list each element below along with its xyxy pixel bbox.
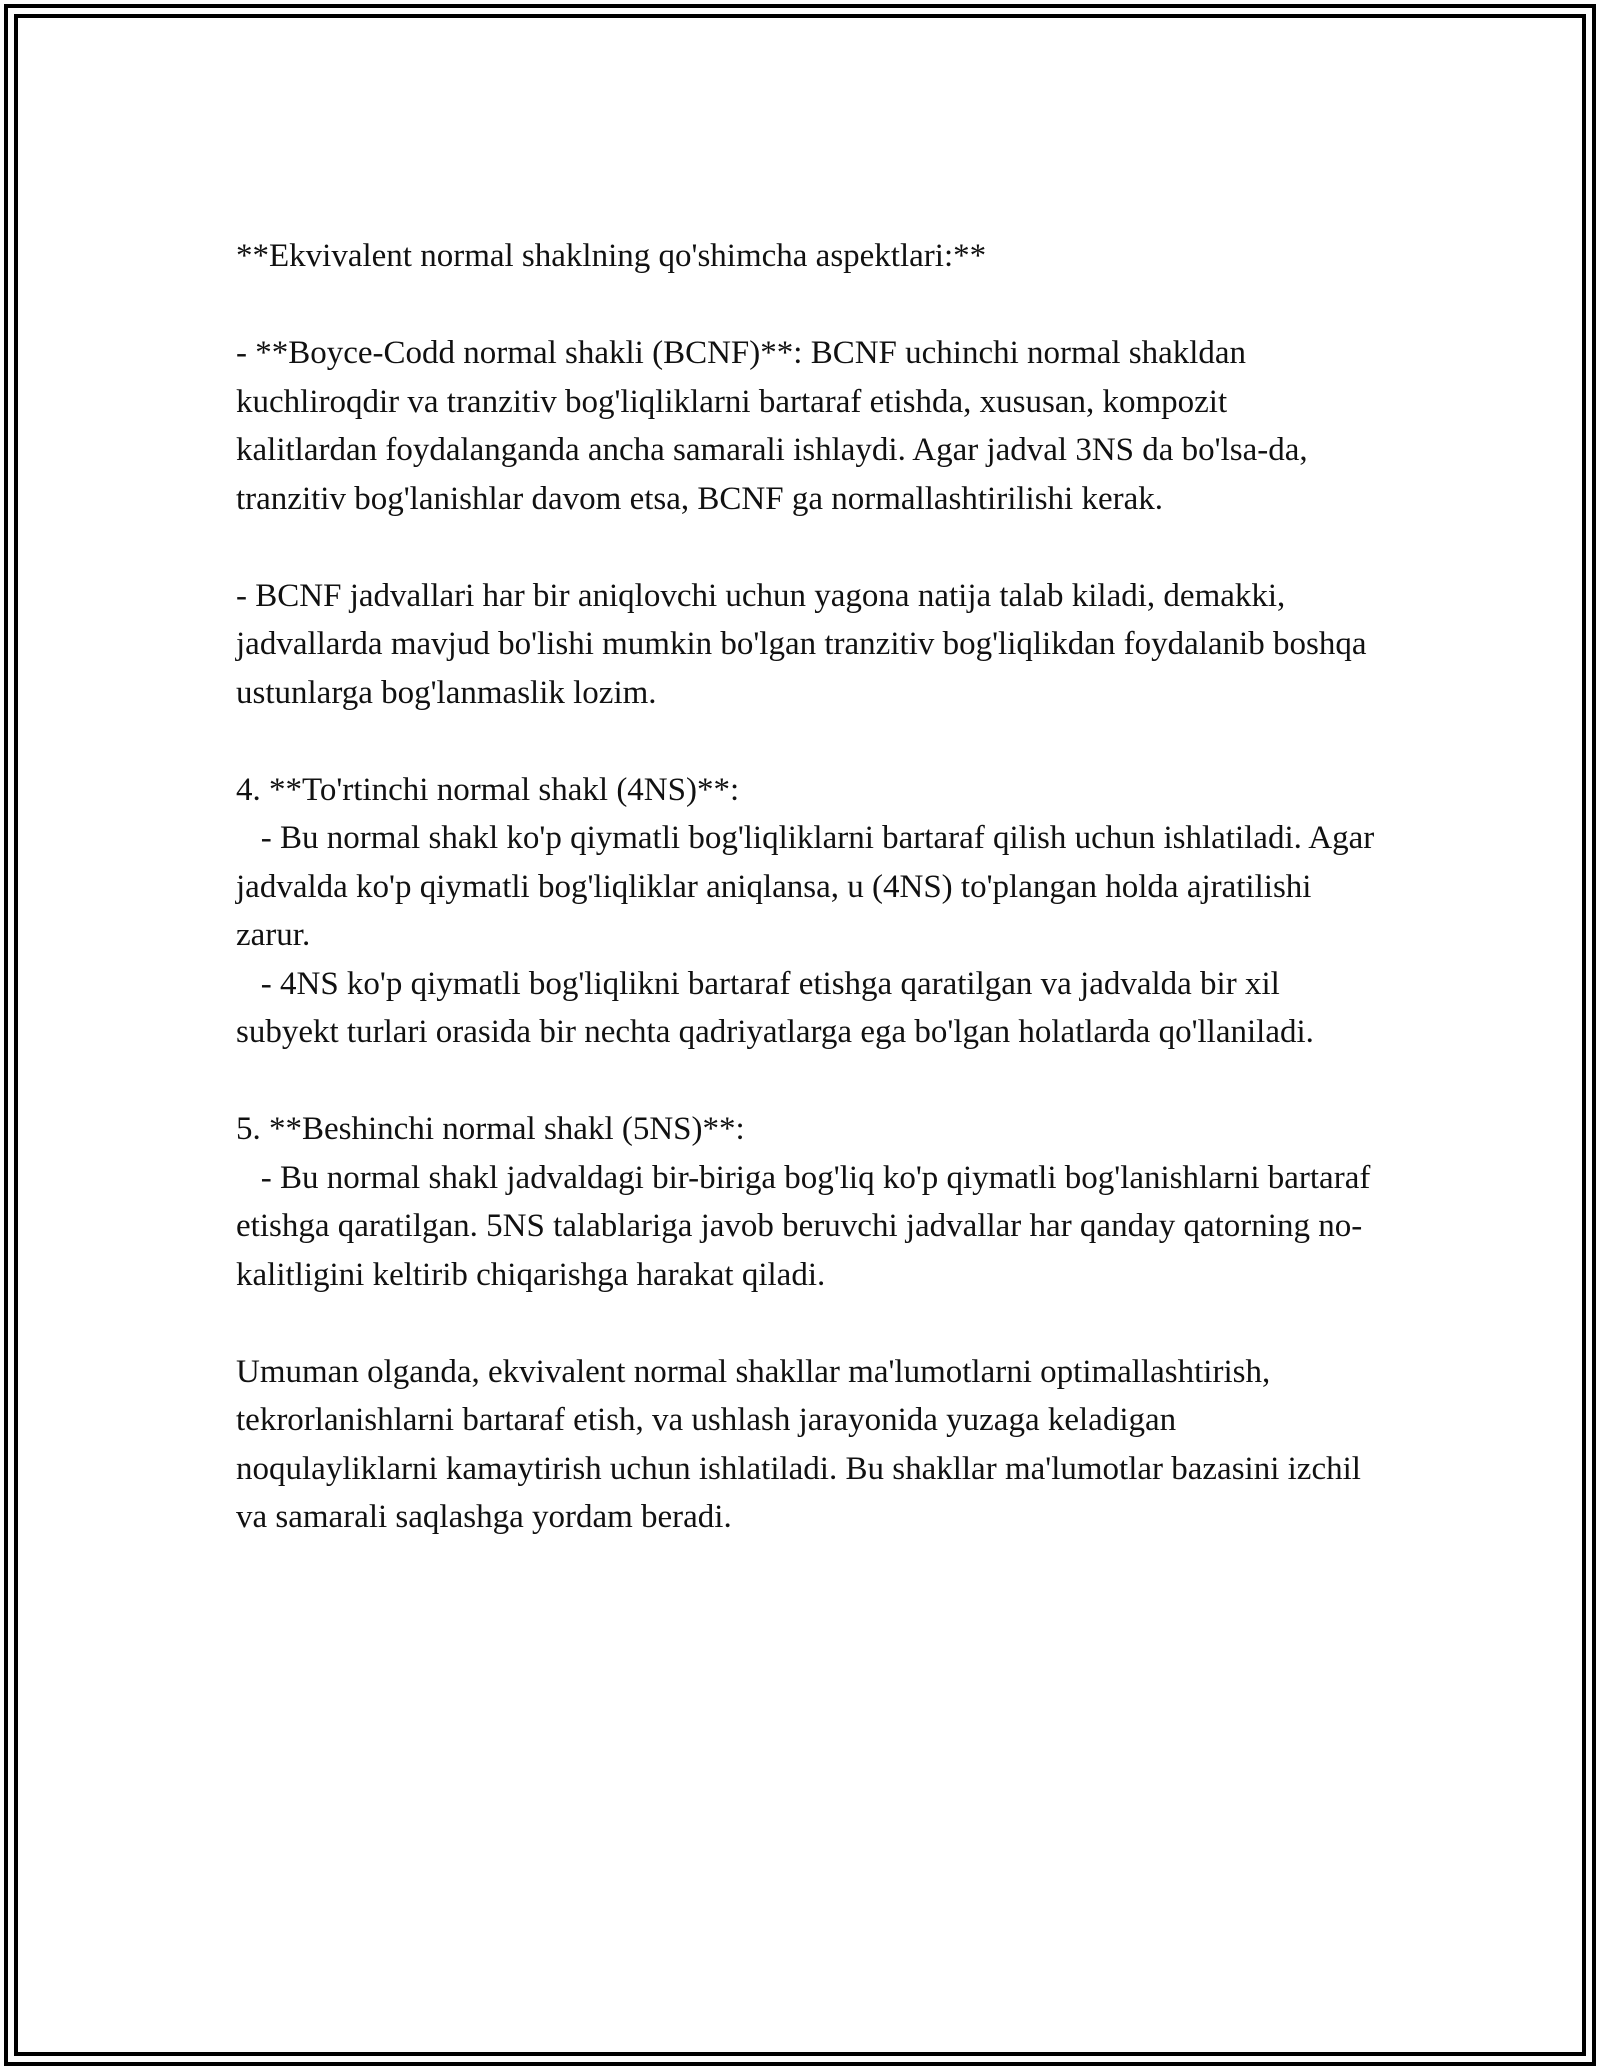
paragraph-gap bbox=[236, 717, 1376, 766]
paragraph-5ns: 5. **Beshinchi normal shakl (5NS)**: - Bu normal shakl jadvaldagi bir-biriga bog'liq ko'p qiymatli bog'lanishlarni bartaraf etishga qaratilgan. 5NS talablariga javob beruvchi jadvallar har qanday qatorning no-kalitligini keltirib chiqarishga harakat qiladi. bbox=[236, 1111, 1371, 1293]
paragraph-gap bbox=[236, 523, 1376, 572]
paragraph-4ns: 4. **To'rtinchi normal shakl (4NS)**: - Bu normal shakl ko'p qiymatli bog'liqliklarni bartaraf qilish uchun ishlatiladi. Agar jadvalda ko'p qiymatli bog'liqliklar aniqlansa, u (4NS) to'plangan holda ajratilishi zarur. - 4NS ko'p qiymatli bog'liqlikni bartaraf etishga qaratilgan va jadvalda bir xil subyekt turlari orasida bir nechta qadriyatlarga ega bo'lgan holatlarda qo'llaniladi. bbox=[236, 771, 1375, 1050]
paragraph-gap bbox=[236, 281, 1376, 330]
paragraph-bcnf: - **Boyce-Codd normal shakli (BCNF)**: BCNF uchinchi normal shakldan kuchliroqdir va tranzitiv bog'liqliklarni bartaraf etishda, xususan, kompozit kalitlardan foydalanganda ancha samarali ishlaydi. Agar jadval 3NS da bo'lsa-da, tranzitiv bog'lanishlar davom etsa, BCNF ga normallashtirilishi kerak. bbox=[236, 335, 1316, 517]
paragraph-gap bbox=[236, 1299, 1376, 1348]
paragraph-conclusion: Umuman olganda, ekvivalent normal shakllar ma'lumotlarni optimallashtirish, tekrorlanishlarni bartaraf etish, va ushlash jarayonida yuzaga keladigan noqulayliklarni kamaytirish uchun ishlatiladi. Bu shakllar ma'lumotlar bazasini izchil va samarali saqlashga yordam beradi. bbox=[236, 1353, 1370, 1535]
paragraph-bcnf-details: - BCNF jadvallari har bir aniqlovchi uchun yagona natija talab kiladi, demakki, jadvallarda mavjud bo'lishi mumkin bo'lgan tranzitiv bog'liqlikdan foydalanib boshqa ustunlarga bog'lanmaslik lozim. bbox=[236, 577, 1375, 711]
paragraph-gap bbox=[236, 1057, 1376, 1106]
document-heading: **Ekvivalent normal shaklning qo'shimcha aspektlari:** bbox=[236, 238, 987, 274]
document-body bbox=[236, 232, 1376, 1542]
